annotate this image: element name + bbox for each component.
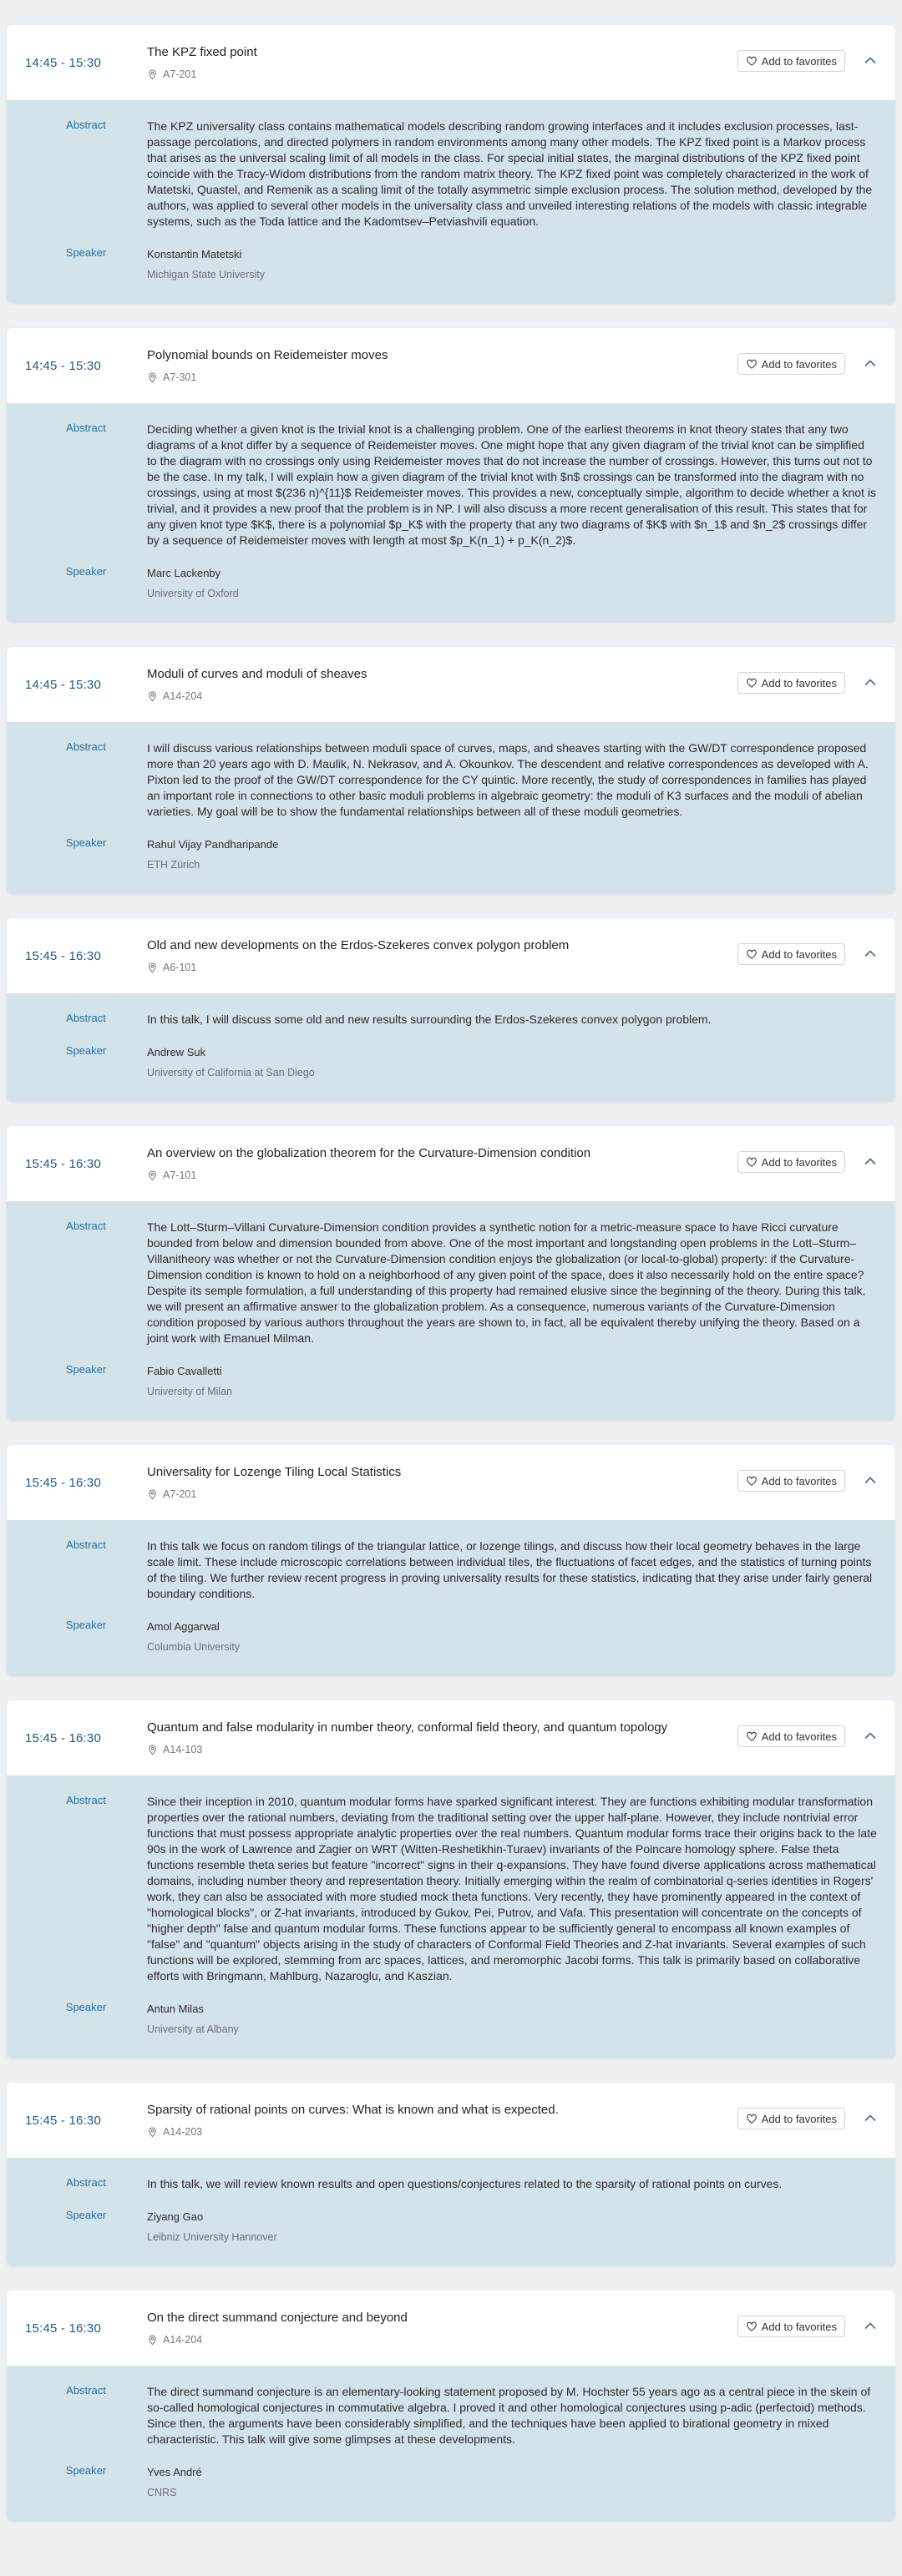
speaker-affiliation: Leibniz University Hannover — [147, 2231, 277, 2243]
talk-time: 15:45 - 16:30 — [25, 2113, 102, 2128]
speaker-row — [25, 246, 877, 283]
speaker-affiliation: CNRS — [147, 2487, 177, 2498]
speaker-row — [25, 2464, 877, 2501]
talk-room — [147, 1488, 196, 1500]
favorites-label: Add to favorites — [761, 2320, 837, 2333]
talk-details — [7, 1775, 895, 2058]
card-spacer — [7, 0, 895, 25]
talk-details — [7, 722, 895, 893]
speaker-label: Speaker — [65, 1619, 107, 1631]
chevron-up-icon[interactable] — [862, 2317, 879, 2334]
abstract-label: Abstract — [66, 1012, 106, 1024]
talk-time: 14:45 - 15:30 — [25, 358, 102, 373]
speaker-label: Speaker — [65, 836, 107, 849]
abstract-label: Abstract — [66, 1794, 106, 1806]
abstract-label: Abstract — [66, 1538, 106, 1551]
heart-icon — [746, 1475, 758, 1487]
favorites-label: Add to favorites — [761, 1474, 837, 1488]
talk-header[interactable] — [7, 1126, 895, 1201]
heart-icon — [746, 1730, 758, 1742]
talk-details — [7, 2158, 895, 2265]
speaker-affiliation: Michigan State University — [147, 269, 266, 280]
talk-card — [7, 2083, 895, 2265]
room-label: A7-101 — [163, 1169, 197, 1181]
talk-card — [7, 328, 895, 622]
speaker-affiliation: University of Oxford — [147, 588, 239, 599]
room-label: A7-301 — [163, 371, 197, 383]
speaker-row — [25, 1619, 877, 1655]
speaker-affiliation: University at Albany — [147, 2023, 239, 2035]
location-pin-icon — [147, 691, 158, 702]
location-pin-icon — [147, 372, 158, 383]
talk-title: On the direct summand conjecture and beyond — [147, 2311, 408, 2325]
abstract-text: The direct summand conjecture is an elementary-looking statement proposed by M. Hochster 55 years ago as a central piece in the skein of so-called homological conjectures in commutative algebra. I proved it and other homological conjectures using p-adic (perfectoid) methods. Since then, the arguments have been considerably simplified, and the techniques have been applied to birational geometry in mixed characteristic. This talk will give some glimpses at these developments. — [147, 2385, 871, 2446]
abstract-label: Abstract — [66, 422, 106, 434]
favorites-label: Add to favorites — [761, 357, 837, 371]
add-to-favorites-button[interactable] — [737, 2316, 845, 2337]
abstract-label: Abstract — [66, 740, 106, 753]
talk-room — [147, 371, 196, 383]
abstract-row — [25, 1538, 877, 1602]
abstract-text: I will discuss various relationships between moduli space of curves, maps, and sheaves starting with the GW/DT correspondence proposed more than 20 years ago with D. Maulik, N. Nekrasov, and A. Okounkov. The descendent and relative correspondences as developed with A. Pixton led to the proof of the GW/DT correspondence for the CY quintic. More recently, the study of correspondences in families has played an important role in connections to other basic moduli problems in algebraic geometry: the moduli of K3 surfaces and the moduli of abelian varieties. My goal will be to show the fundamental relationships between all of these moduli geometries. — [147, 741, 869, 818]
talk-time: 15:45 - 16:30 — [25, 948, 102, 963]
card-spacer — [7, 303, 895, 328]
talk-time: 15:45 - 16:30 — [25, 1475, 102, 1490]
talk-card — [7, 1700, 895, 2058]
room-label: A14-203 — [163, 2126, 203, 2138]
room-label: A14-204 — [163, 690, 203, 702]
heart-icon — [746, 55, 758, 67]
speaker-label: Speaker — [65, 2001, 107, 2013]
location-pin-icon — [147, 69, 158, 80]
speaker-name: Konstantin Matetski — [147, 248, 242, 260]
speaker-label: Speaker — [65, 2464, 107, 2477]
chevron-up-icon[interactable] — [862, 945, 879, 962]
speaker-label: Speaker — [65, 1363, 107, 1376]
talk-time: 15:45 - 16:30 — [25, 2321, 102, 2336]
speaker-row — [25, 1044, 877, 1081]
heart-icon — [746, 2321, 758, 2332]
chevron-up-icon[interactable] — [862, 1727, 879, 1744]
abstract-text: In this talk, we will review known results and open questions/conjectures related to the sparsity of rational points on curves. — [147, 2177, 783, 2190]
heart-icon — [746, 2113, 758, 2124]
add-to-favorites-button[interactable] — [737, 1725, 845, 1747]
add-to-favorites-button[interactable] — [737, 672, 845, 694]
talk-title: Old and new developments on the Erdos-Szekeres convex polygon problem — [147, 938, 570, 952]
room-label: A14-204 — [163, 2334, 203, 2346]
abstract-row — [25, 119, 877, 230]
speaker-row — [25, 836, 877, 873]
speaker-affiliation: University of Milan — [147, 1386, 233, 1397]
favorites-label: Add to favorites — [761, 1730, 837, 1743]
chevron-up-icon[interactable] — [862, 674, 879, 690]
talk-time: 15:45 - 16:30 — [25, 1156, 102, 1171]
speaker-affiliation: University of California at San Diego — [147, 1067, 315, 1078]
talk-header[interactable] — [7, 25, 895, 100]
location-pin-icon — [147, 2127, 158, 2138]
speaker-label: Speaker — [65, 2209, 107, 2221]
talk-header[interactable] — [7, 328, 895, 403]
talk-details — [7, 403, 895, 622]
abstract-label: Abstract — [66, 119, 106, 131]
speaker-name: Fabio Cavalletti — [147, 1365, 222, 1377]
favorites-label: Add to favorites — [761, 2112, 837, 2125]
chevron-up-icon[interactable] — [862, 355, 879, 371]
abstract-row — [25, 740, 877, 820]
location-pin-icon — [147, 1745, 158, 1755]
abstract-text: Since their inception in 2010, quantum modular forms have sparked significant interest. They are functions exhibiting modular transformation properties over the rational numbers, deviating from the traditional setting over the upper half-plane. However, they include nontrivial error functions that must possess appropriate analytic properties over the real numbers. Quantum modular forms trace their origins back to the late 90s in the work of Lawrence and Zagier on WRT (Witten-Reshetikhin-Turaev) invariants of the Poincare homology sphere. False theta functions resemble theta series but feature "incorrect" signs in their q-expansions. They have found diverse applications across mathematical domains, including number theory and representation theory. Initially emerging within the realm of combinatorial q-series identities in Rogers' work, they can also be associated with more studied mock theta functions. Very recently, they have prominently appeared in the context of "homological blocks", or Z-hat invariants, introduced by Gukov, Pei, Putrov, and Vafa. This presentation will concentrate on the concepts of "higher depth" false and quantum modular forms. These functions appear to be sufficiently general to encompass all known examples of "false" and "quantum" objects arising in the study of characters of Conformal Field Theories and Z-hat invariants. Several examples of such functions will be explored, stemming from arc spaces, lattices, and meromorphic Jacobi forms. This talk is primarily based on collaborative efforts with Bringmann, Mahlburg, Nazaroglu, and Kaszian. — [147, 1795, 877, 1983]
talk-details — [7, 2366, 895, 2521]
add-to-favorites-button[interactable] — [737, 1470, 845, 1492]
talk-title: Polynomial bounds on Reidemeister moves — [147, 348, 388, 362]
speaker-row — [25, 2001, 877, 2038]
talk-header[interactable] — [7, 1445, 895, 1520]
talk-details — [7, 100, 895, 303]
speaker-name: Ziyang Gao — [147, 2210, 204, 2223]
room-label: A6-101 — [163, 962, 197, 973]
talk-card — [7, 1445, 895, 1675]
talk-card — [7, 918, 895, 1101]
talk-header[interactable] — [7, 2291, 895, 2366]
chevron-up-icon[interactable] — [862, 1153, 879, 1169]
heart-icon — [746, 358, 758, 370]
talk-time: 14:45 - 15:30 — [25, 677, 102, 692]
chevron-up-icon[interactable] — [862, 1472, 879, 1488]
speaker-name: Marc Lackenby — [147, 567, 221, 579]
card-spacer — [7, 893, 895, 918]
room-label: A7-201 — [163, 1488, 197, 1500]
location-pin-icon — [147, 962, 158, 973]
location-pin-icon — [147, 2335, 158, 2346]
speaker-row — [25, 2209, 877, 2245]
talk-title: Universality for Lozenge Tiling Local Statistics — [147, 1465, 402, 1479]
favorites-label: Add to favorites — [761, 676, 837, 689]
talk-room — [147, 962, 196, 973]
card-spacer — [7, 1101, 895, 1126]
talk-room — [147, 1169, 196, 1181]
abstract-label: Abstract — [66, 1220, 106, 1232]
talk-card — [7, 647, 895, 893]
card-spacer — [7, 2058, 895, 2083]
talk-room — [147, 2126, 202, 2138]
abstract-label: Abstract — [66, 2176, 106, 2189]
heart-icon — [746, 948, 758, 960]
abstract-row — [25, 422, 877, 548]
speaker-affiliation: ETH Zürich — [147, 859, 200, 871]
heart-icon — [746, 1156, 758, 1168]
talk-header[interactable] — [7, 918, 895, 993]
abstract-text: Deciding whether a given knot is the trivial knot is a challenging problem. One of the earliest theorems in knot theory states that any two diagrams of a knot differ by a sequence of Reidemeister moves. One might hope that any given diagram of the trivial knot can be simplified to the diagram with no crossings only using Reidemeister moves that do not increase the number of crossings. However, this turns out not to be the case. In my talk, I will explain how a given diagram of the trivial knot with $n$ crossings can be transformed into the diagram with no crossings, using at most $(236 n)^{11}$ Reidemeister moves. This provides a new, conceptually simple, algorithm to decide whether a knot is trivial, and it provides a new proof that the problem is in NP. I will also discuss a more recent generalisation of this result. This states that for any given knot type $K$, there is a polynomial $p_K$ with the property that any two diagrams of $K$ with $n_1$ and $n_2$ crossings differ by a sequence of Reidemeister moves with length at most $p_K(n_1) + p_K(n_2)$. — [147, 422, 876, 547]
abstract-text: In this talk, I will discuss some old and new results surrounding the Erdos-Szekeres convex polygon problem. — [147, 1013, 712, 1026]
speaker-name: Yves André — [147, 2466, 202, 2478]
abstract-text: The Lott–Sturm–Villani Curvature-Dimension condition provides a synthetic notion for a metric-measure space to have Ricci curvature bounded from below and dimension bounded from above. One of the most important and longstanding open problems in the Lott–Sturm–Villanitheory was whether or not the Curvature-Dimension condition enjoys the globalization (or local-to-global) property: if the Curvature-Dimension condition is known to hold on a neighborhood of any given point of the space, does it also necessarily hold on the entire space?Despite its semple formulation, a full understanding of this property had remained elusive since the beginning of the theory. During this talk, we will present an affirmative answer to the globalization problem. As a consequence, numerous variants of the Curvature-Dimension condition proposed by various authors throughout the years are shown to, in fact, all be equivalent thereby unifying the theory. Based on a joint work with Emanuel Milman. — [147, 1220, 866, 1345]
abstract-text: In this talk we focus on random tilings of the triangular lattice, or lozenge tilings, and discuss how their local geometry behaves in the large scale limit. These include microscopic correlations between individual tiles, the fluctuations of facet edges, and the statistics of turning points of the tiling. We further review recent progress in proving universality results for these statistics, indicating that they arise under fairly general boundary conditions. — [147, 1539, 873, 1600]
abstract-row — [25, 2384, 877, 2447]
chevron-up-icon[interactable] — [862, 52, 879, 68]
talk-title: Quantum and false modularity in number theory, conformal field theory, and quantum topology — [147, 1720, 668, 1735]
room-label: A7-201 — [163, 68, 197, 80]
card-spacer — [7, 1420, 895, 1445]
abstract-row — [25, 1794, 877, 1984]
speaker-label: Speaker — [65, 565, 107, 578]
speaker-name: Rahul Vijay Pandharipande — [147, 838, 279, 851]
abstract-row — [25, 1012, 877, 1028]
speaker-name: Amol Aggarwal — [147, 1620, 220, 1633]
speaker-label: Speaker — [65, 246, 107, 259]
talk-details — [7, 1520, 895, 1675]
chevron-up-icon[interactable] — [862, 2109, 879, 2126]
card-spacer — [7, 622, 895, 647]
talk-title: An overview on the globalization theorem for the Curvature-Dimension condition — [147, 1146, 591, 1160]
card-spacer — [7, 2265, 895, 2291]
add-to-favorites-button[interactable] — [737, 50, 845, 72]
speaker-row — [25, 565, 877, 602]
talk-header[interactable] — [7, 1700, 895, 1775]
speaker-name: Andrew Suk — [147, 1046, 206, 1058]
add-to-favorites-button[interactable] — [737, 2108, 845, 2129]
location-pin-icon — [147, 1170, 158, 1181]
add-to-favorites-button[interactable] — [737, 353, 845, 375]
abstract-row — [25, 1220, 877, 1346]
talk-room — [147, 1744, 202, 1755]
abstract-text: The KPZ universality class contains mathematical models describing random growing interfaces and it includes exclusion processes, last-passage percolations, and directed polymers in random environments among many other models. The KPZ fixed point is a Markov process that arises as the universal scaling limit of all models in the class. For special initial states, the marginal distributions of the KPZ fixed point coincide with the Tracy-Widom distributions from the random matrix theory. The KPZ fixed point was completely characterized in the work of Matetski, Quastel, and Remenik as a scaling limit of the totally asymmetric simple exclusion process. The solution method, developed by the authors, was applied to several other models in the universality class and unveiled interesting relations of the models with classic integrable systems, such as the Toda lattice and the Kadomtsev–Petviashvili equation. — [147, 119, 873, 228]
favorites-label: Add to favorites — [761, 1155, 837, 1169]
speaker-affiliation: Columbia University — [147, 1641, 241, 1653]
talk-room — [147, 690, 202, 702]
heart-icon — [746, 677, 758, 689]
abstract-label: Abstract — [66, 2384, 106, 2397]
speaker-name: Antun Milas — [147, 2003, 204, 2015]
talk-header[interactable] — [7, 2083, 895, 2158]
room-label: A14-103 — [163, 1744, 203, 1755]
talk-title: Sparsity of rational points on curves: What is known and what is expected. — [147, 2103, 559, 2117]
talk-title: The KPZ fixed point — [147, 45, 257, 59]
favorites-label: Add to favorites — [761, 54, 837, 68]
talk-card — [7, 1126, 895, 1420]
card-spacer — [7, 1675, 895, 1700]
talk-details — [7, 1201, 895, 1420]
abstract-row — [25, 2176, 877, 2192]
talk-time: 14:45 - 15:30 — [25, 55, 102, 70]
talk-header[interactable] — [7, 647, 895, 722]
talk-room — [147, 68, 196, 80]
favorites-label: Add to favorites — [761, 947, 837, 961]
talk-time: 15:45 - 16:30 — [25, 1730, 102, 1745]
talk-title: Moduli of curves and moduli of sheaves — [147, 667, 367, 681]
talk-card — [7, 2291, 895, 2521]
location-pin-icon — [147, 1489, 158, 1500]
talk-card — [7, 25, 895, 303]
speaker-label: Speaker — [65, 1044, 107, 1057]
talk-room — [147, 2334, 202, 2346]
add-to-favorites-button[interactable] — [737, 943, 845, 965]
add-to-favorites-button[interactable] — [737, 1151, 845, 1173]
talk-details — [7, 993, 895, 1101]
speaker-row — [25, 1363, 877, 1400]
